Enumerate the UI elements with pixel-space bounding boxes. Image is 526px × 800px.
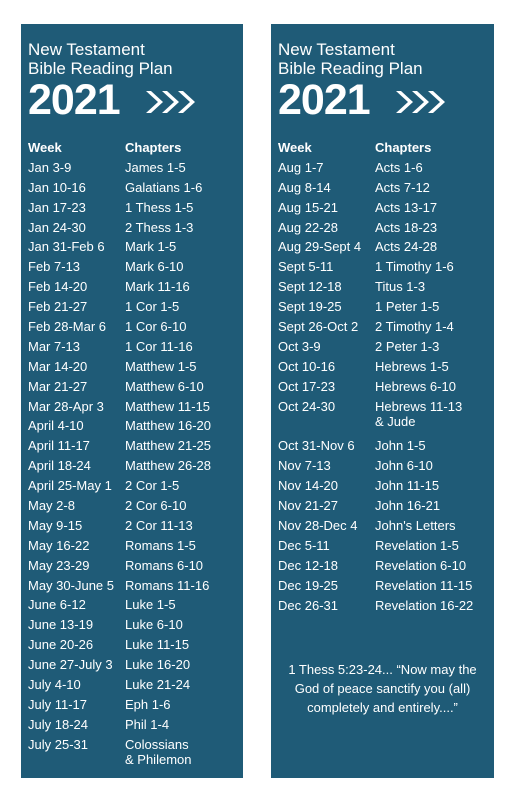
week-cell: Aug 1-7 [278, 159, 324, 175]
table-row [278, 357, 473, 377]
table-row [278, 576, 473, 596]
table-row [28, 576, 211, 596]
table-row [278, 317, 473, 337]
chapters-cell: Mark 6-10 [125, 259, 184, 275]
week-cell: April 11-17 [28, 438, 90, 454]
chapters-cell: John 11-15 [375, 478, 440, 494]
week-header: Week [28, 140, 62, 155]
chapters-cell: 2 Thess 1-3 [125, 219, 194, 235]
chapters-cell: Luke 21-24 [125, 677, 191, 693]
chapters-cell: James 1-5 [125, 159, 186, 175]
chapters-cell: 1 Thess 1-5 [125, 199, 194, 215]
week-cell: July 18-24 [28, 716, 88, 732]
week-cell: April 4-10 [28, 418, 84, 434]
chapters-cell: Mark 11-16 [125, 279, 190, 295]
chapters-cell: 1 Cor 11-16 [125, 338, 193, 354]
table-row [28, 476, 211, 496]
table-row [28, 655, 211, 675]
table-row [28, 675, 211, 695]
header [278, 40, 452, 122]
week-cell: Oct 24-30 [278, 398, 336, 414]
chapters-cell: Acts 7-12 [375, 179, 430, 195]
scripture-quote: 1 Thess 5:23-24... “Now may the God of peace sanctify you (all) completely and entirely....” [288, 662, 477, 715]
week-cell: Feb 14-20 [28, 279, 88, 295]
table-row [28, 516, 211, 536]
week-cell: Sept 19-25 [278, 299, 342, 315]
chapters-cell: John 1-5 [375, 438, 426, 454]
week-cell: Oct 17-23 [278, 378, 336, 394]
table-row [28, 715, 211, 735]
week-cell: Dec 26-31 [278, 597, 338, 613]
week-cell: Sept 26-Oct 2 [278, 319, 359, 335]
table-row [278, 536, 473, 556]
chapters-cell: Revelation 6-10 [375, 557, 467, 573]
table-header [28, 138, 211, 158]
table-row [278, 436, 473, 456]
header [28, 40, 202, 122]
table-row [278, 556, 473, 576]
chapters-cell: 2 Cor 11-13 [125, 517, 193, 533]
chapters-cell: Luke 6-10 [125, 617, 183, 633]
week-cell: Dec 12-18 [278, 557, 338, 573]
chapters-cell: Mark 1-5 [125, 239, 177, 255]
table-row [28, 397, 211, 417]
chapters-cell: Luke 1-5 [125, 597, 176, 613]
week-cell: Mar 28-Apr 3 [28, 398, 104, 414]
table-row [28, 635, 211, 655]
chapters-cell: Titus 1-3 [375, 279, 426, 295]
week-cell: Nov 21-27 [278, 498, 338, 514]
bookmark-right [271, 24, 494, 778]
table-row [278, 516, 473, 536]
chapters-cell: Revelation 16-22 [375, 597, 474, 613]
table-row [278, 198, 473, 218]
chapters-cell: John's Letters [375, 517, 456, 533]
week-cell: Dec 19-25 [278, 577, 338, 593]
table-row [278, 596, 473, 616]
chapters-cell: Romans 1-5 [125, 537, 196, 553]
reading-table [28, 138, 211, 775]
week-cell: May 9-15 [28, 517, 83, 533]
chapters-cell: Galatians 1-6 [125, 179, 203, 195]
triple-chevron-right-icon [144, 87, 202, 117]
chapters-cell: Hebrews 11-13 & Jude [375, 398, 463, 429]
bookmark-left [21, 24, 243, 778]
table-row [278, 237, 473, 257]
chapters-cell: Matthew 21-25 [125, 438, 211, 454]
week-cell: July 4-10 [28, 677, 81, 693]
chapters-cell: Luke 16-20 [125, 657, 191, 673]
table-row [28, 695, 211, 715]
chapters-cell: Hebrews 6-10 [375, 378, 456, 394]
chapters-cell: Matthew 16-20 [125, 418, 211, 434]
chapters-header: Chapters [375, 140, 432, 155]
week-cell: Nov 7-13 [278, 458, 331, 474]
table-row [28, 297, 211, 317]
week-cell: Aug 8-14 [278, 179, 331, 195]
title-line-1: New Testament [278, 40, 395, 59]
table-row [28, 615, 211, 635]
table-row [28, 337, 211, 357]
table-row [278, 277, 473, 297]
week-cell: Oct 10-16 [278, 358, 336, 374]
week-cell: Sept 12-18 [278, 279, 342, 295]
chapters-cell: 2 Cor 1-5 [125, 478, 180, 494]
chapters-cell: Phil 1-4 [125, 716, 170, 732]
week-cell: June 20-26 [28, 637, 94, 653]
triple-chevron-right-icon [394, 87, 452, 117]
week-cell: Oct 3-9 [278, 338, 321, 354]
year: 2021 [278, 76, 370, 124]
table-row [28, 556, 211, 576]
table-row [28, 416, 211, 436]
chapters-cell: 1 Cor 6-10 [125, 319, 187, 335]
week-cell: June 6-12 [28, 597, 86, 613]
week-cell: Mar 21-27 [28, 378, 88, 394]
week-cell: June 27-July 3 [28, 657, 113, 673]
table-row [28, 317, 211, 337]
chapters-cell: Matthew 6-10 [125, 378, 204, 394]
table-row [28, 198, 211, 218]
chapters-cell: Matthew 1-5 [125, 358, 197, 374]
table-header [278, 138, 473, 158]
chapters-cell: Matthew 26-28 [125, 458, 211, 474]
chapters-cell: Romans 6-10 [125, 557, 204, 573]
week-cell: Jan 24-30 [28, 219, 86, 235]
week-cell: Aug 29-Sept 4 [278, 239, 362, 255]
title-line-2: Bible Reading Plan [278, 59, 423, 78]
chapters-cell: Luke 11-15 [125, 637, 190, 653]
title-line-1: New Testament [28, 40, 145, 59]
table-row [28, 735, 211, 775]
week-cell: July 25-31 [28, 736, 88, 752]
week-cell: Jan 10-16 [28, 179, 86, 195]
table-row [278, 476, 473, 496]
table-row [28, 436, 211, 456]
week-cell: May 2-8 [28, 498, 75, 514]
week-cell: May 16-22 [28, 537, 90, 553]
chapters-cell: Eph 1-6 [125, 696, 171, 712]
chapters-cell: Colossians & Philemon [125, 736, 192, 767]
week-cell: May 23-29 [28, 557, 90, 573]
reading-table [278, 138, 473, 615]
week-cell: Feb 7-13 [28, 259, 81, 275]
chapters-cell: 1 Timothy 1-6 [375, 259, 454, 275]
title-line-2: Bible Reading Plan [28, 59, 173, 78]
week-cell: Feb 28-Mar 6 [28, 319, 107, 335]
week-cell: Aug 22-28 [278, 219, 338, 235]
table-row [28, 178, 211, 198]
table-row [278, 496, 473, 516]
chapters-cell: Acts 13-17 [375, 199, 438, 215]
table-row [28, 357, 211, 377]
table-row [28, 377, 211, 397]
table-row [278, 337, 473, 357]
week-cell: July 11-17 [28, 696, 88, 712]
table-row [28, 536, 211, 556]
week-cell: Nov 14-20 [278, 478, 338, 494]
week-cell: Jan 17-23 [28, 199, 86, 215]
week-cell: Oct 31-Nov 6 [278, 438, 355, 454]
chapters-cell: Hebrews 1-5 [375, 358, 449, 374]
chapters-cell: 2 Cor 6-10 [125, 498, 187, 514]
week-cell: Nov 28-Dec 4 [278, 517, 358, 533]
chapters-cell: Acts 24-28 [375, 239, 438, 255]
table-row [28, 158, 211, 178]
chapters-cell: Revelation 1-5 [375, 537, 459, 553]
chapters-cell: Romans 11-16 [125, 577, 210, 593]
week-cell: June 13-19 [28, 617, 94, 633]
chapters-cell: John 6-10 [375, 458, 433, 474]
table-row [278, 377, 473, 397]
table-row [28, 218, 211, 238]
table-row [278, 178, 473, 198]
chapters-cell: John 16-21 [375, 498, 441, 514]
table-row [278, 218, 473, 238]
chapters-cell: Revelation 11-15 [375, 577, 473, 593]
week-cell: Mar 14-20 [28, 358, 88, 374]
week-header: Week [278, 140, 312, 155]
week-cell: Jan 3-9 [28, 159, 72, 175]
table-row [28, 237, 211, 257]
table-row [28, 277, 211, 297]
week-cell: Mar 7-13 [28, 338, 81, 354]
table-row [28, 595, 211, 615]
chapters-header: Chapters [125, 140, 182, 155]
table-row [278, 297, 473, 317]
table-row [278, 257, 473, 277]
week-cell: Sept 5-11 [278, 259, 334, 275]
table-row [278, 456, 473, 476]
chapters-cell: 1 Cor 1-5 [125, 299, 180, 315]
week-cell: Aug 15-21 [278, 199, 338, 215]
chapters-cell: Matthew 11-15 [125, 398, 211, 414]
year: 2021 [28, 76, 120, 124]
chapters-cell: 1 Peter 1-5 [375, 299, 440, 315]
table-row [28, 257, 211, 277]
table-row [28, 496, 211, 516]
table-row [278, 158, 473, 178]
table-row [278, 397, 473, 437]
chapters-cell: 2 Peter 1-3 [375, 338, 440, 354]
chapters-cell: Acts 18-23 [375, 219, 438, 235]
week-cell: April 18-24 [28, 458, 91, 474]
table-row [28, 456, 211, 476]
week-cell: Jan 31-Feb 6 [28, 239, 105, 255]
chapters-cell: Acts 1-6 [375, 159, 423, 175]
week-cell: May 30-June 5 [28, 577, 114, 593]
chapters-cell: 2 Timothy 1-4 [375, 319, 454, 335]
week-cell: Feb 21-27 [28, 299, 88, 315]
week-cell: April 25-May 1 [28, 478, 112, 494]
week-cell: Dec 5-11 [278, 537, 330, 553]
